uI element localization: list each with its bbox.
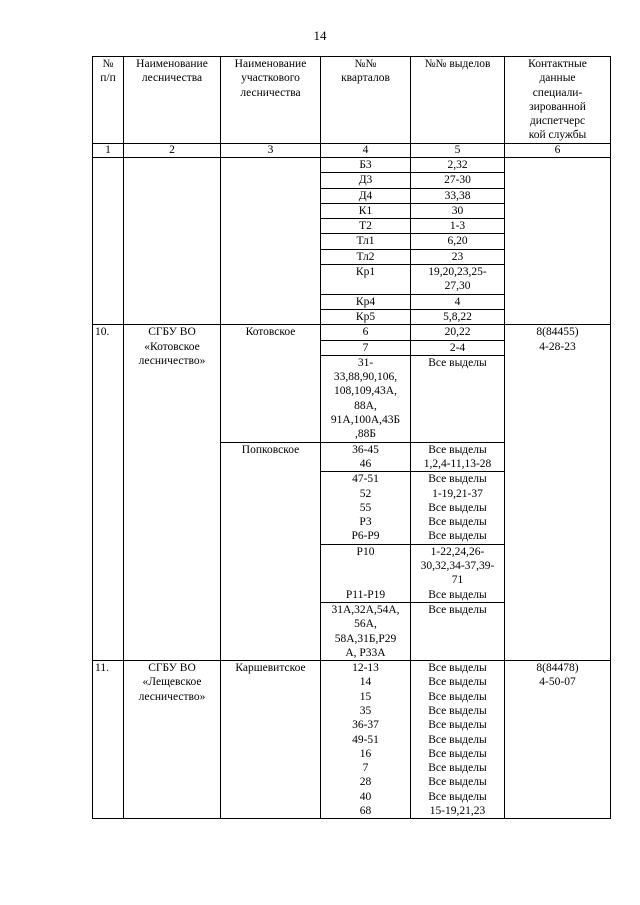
forestry-table <box>92 56 611 819</box>
quarter-cell: 47-51 52 55 Р3 Р6-Р9 <box>321 472 411 544</box>
contact-info: 8(84455) 4-28-23 <box>505 325 611 661</box>
quarter-cell: 7 <box>321 340 411 355</box>
quarter-cell: Т2 <box>321 219 411 234</box>
header-quarters: №№ кварталов <box>321 57 411 144</box>
quarter-cell: Тл2 <box>321 249 411 264</box>
quarter-cell: Д3 <box>321 173 411 188</box>
vydel-cell: Все выделы 1-19,21-37 Все выделы Все выделы Все выделы <box>411 472 505 544</box>
column-number-row <box>93 144 611 158</box>
vydel-cell: 2-4 <box>411 340 505 355</box>
quarter-cell: Б3 <box>321 158 411 173</box>
header-number: № п/п <box>93 57 124 144</box>
empty-cell <box>93 158 124 325</box>
vydel-cell: Все выделы 1,2,4-11,13-28 <box>411 442 505 472</box>
entry-number: 11. <box>93 661 124 819</box>
vydel-cell: 1-3 <box>411 219 505 234</box>
vydel-cell: 5,8,22 <box>411 309 505 324</box>
empty-cell <box>505 158 611 325</box>
quarter-cell: 36-45 46 <box>321 442 411 472</box>
quarter-cell: Р10 Р11-Р19 <box>321 544 411 602</box>
empty-cell <box>221 158 321 325</box>
header-vydels: №№ выделов <box>411 57 505 144</box>
empty-cell <box>124 158 221 325</box>
quarter-cell: К1 <box>321 203 411 218</box>
quarter-cell: 12-13 14 15 35 36-37 49-51 16 7 28 40 68 <box>321 661 411 819</box>
forestry-name: СГБУ ВО «Лещевское лесничество» <box>124 661 221 819</box>
table-row <box>93 158 611 173</box>
vydel-cell: 2,32 <box>411 158 505 173</box>
column-number: 6 <box>505 144 611 158</box>
district-forestry-name: Котовское <box>221 325 321 442</box>
vydel-cell: 27-30 <box>411 173 505 188</box>
entry-number: 10. <box>93 325 124 661</box>
quarter-cell: Тл1 <box>321 234 411 249</box>
table-row <box>93 325 611 340</box>
quarter-cell: Д4 <box>321 188 411 203</box>
quarter-cell: 31- 33,88,90,106, 108,109,43А, 88А, 91А,100А,43Б ,88Б <box>321 355 411 442</box>
vydel-cell: 4 <box>411 294 505 309</box>
vydel-cell: 19,20,23,25- 27,30 <box>411 265 505 295</box>
column-number: 3 <box>221 144 321 158</box>
quarter-cell: Кр5 <box>321 309 411 324</box>
vydel-cell: 6,20 <box>411 234 505 249</box>
vydel-cell: 1-22,24,26- 30,32,34-37,39- 71 Все выделы <box>411 544 505 602</box>
vydel-cell: 30 <box>411 203 505 218</box>
district-forestry-name: Каршевитское <box>221 661 321 819</box>
column-number: 5 <box>411 144 505 158</box>
district-forestry-name: Попковское <box>221 442 321 660</box>
column-number: 2 <box>124 144 221 158</box>
vydel-cell: Все выделы <box>411 602 505 660</box>
table-row <box>93 661 611 819</box>
header-forestry-name: Наименование лесничества <box>124 57 221 144</box>
page-number: 14 <box>313 28 327 43</box>
vydel-cell: Все выделы <box>411 355 505 442</box>
vydel-cell: Все выделы Все выделы Все выделы Все выделы Все выделы Все выделы Все выделы Все выделы Все выделы Все выделы 15-19,21,23 <box>411 661 505 819</box>
vydel-cell: 20,22 <box>411 325 505 340</box>
quarter-cell: Кр1 <box>321 265 411 295</box>
quarter-cell: 6 <box>321 325 411 340</box>
vydel-cell: 33,38 <box>411 188 505 203</box>
forestry-name: СГБУ ВО «Котовское лесничество» <box>124 325 221 661</box>
header-district-forestry-name: Наименование участкового лесничества <box>221 57 321 144</box>
vydel-cell: 23 <box>411 249 505 264</box>
contact-info: 8(84478) 4-50-07 <box>505 661 611 819</box>
header-contacts: Контактные данные специали- зированной диспетчерс кой службы <box>505 57 611 144</box>
quarter-cell: 31А,32А,54А, 56А, 58А,31Б,Р29 А, Р33А <box>321 602 411 660</box>
column-number: 4 <box>321 144 411 158</box>
quarter-cell: Кр4 <box>321 294 411 309</box>
header-row <box>93 57 611 144</box>
column-number: 1 <box>93 144 124 158</box>
